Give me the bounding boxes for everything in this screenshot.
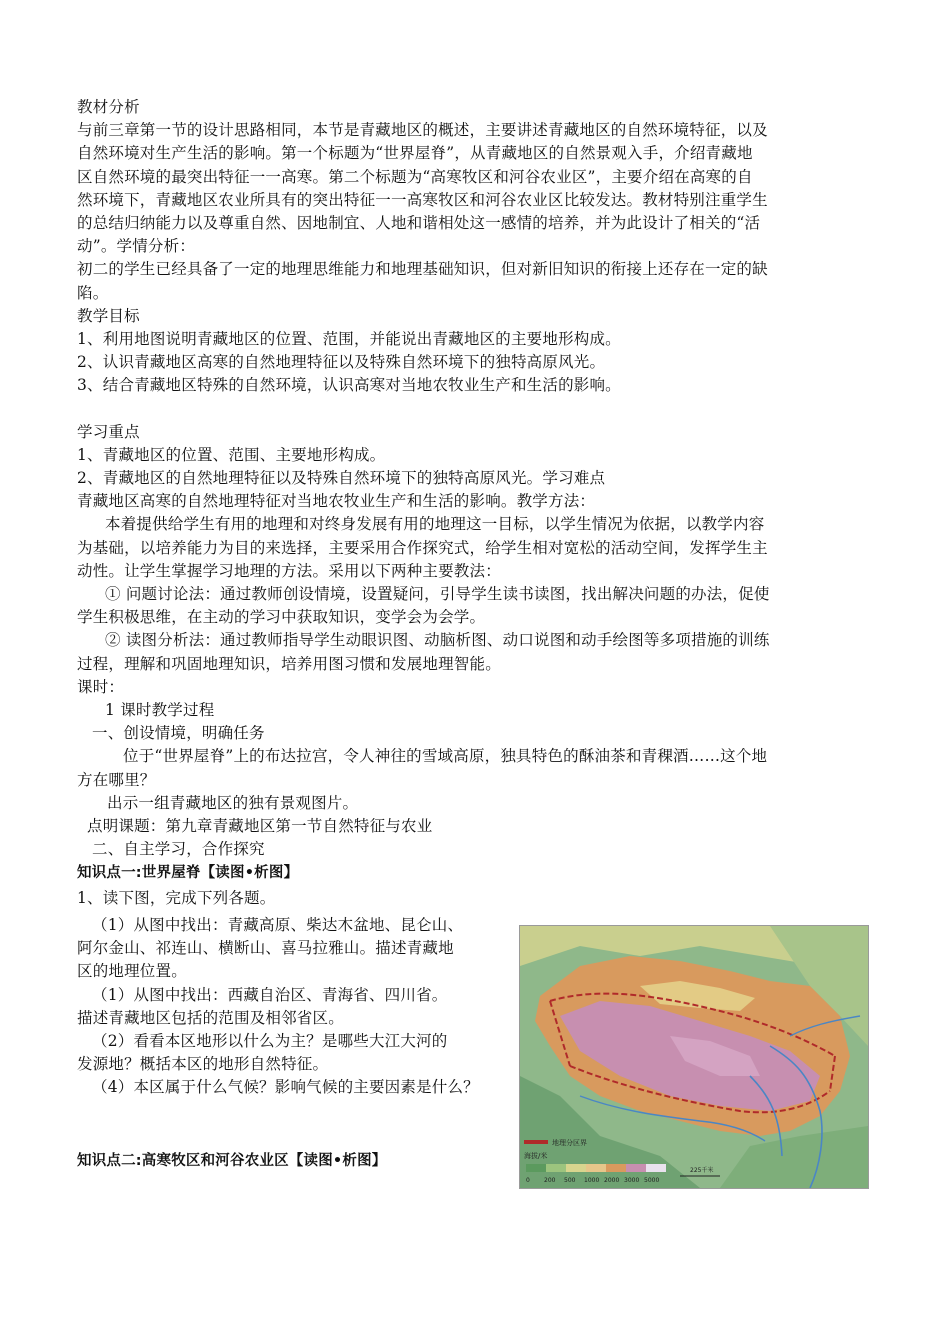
question-line: （4）本区属于什么气候？影响气候的主要因素是什么？ — [92, 1078, 479, 1097]
task-instruction: 1、读下图，完成下列各题。 — [77, 888, 276, 907]
paragraph-line: 过程，理解和巩固地理知识，培养用图习惯和发展地理智能。 — [77, 654, 501, 673]
svg-text:1000: 1000 — [584, 1177, 600, 1184]
heading-learning-focus: 学习重点 — [77, 422, 140, 441]
question-line: 区的地理位置。 — [77, 962, 187, 981]
paragraph-line: 与前三章第一节的设计思路相同，本节是青藏地区的概述，主要讲述青藏地区的自然环境特征，以及 — [77, 121, 768, 140]
goal-item: 1、利用地图说明青藏地区的位置、范围，并能说出青藏地区的主要地形构成。 — [77, 330, 621, 349]
question-list — [77, 914, 517, 1100]
paragraph-line: 动”。学情分析： — [77, 237, 196, 256]
goal-item: 3、结合青藏地区特殊的自然环境，认识高寒对当地农牧业生产和生活的影响。 — [77, 376, 621, 395]
paragraph-line: 出示一组青藏地区的独有景观图片。 — [107, 793, 359, 812]
paragraph-line: 为基础，以培养能力为目的来选择，主要采用合作探究式，给学生相对宽松的活动空间，发挥学生主 — [77, 538, 768, 557]
lesson-topic: 点明课题：第九章青藏地区第一节自然特征与农业 — [87, 817, 433, 836]
qinghai-tibet-map — [519, 925, 869, 1189]
knowledge-point-two: 知识点二:高寒牧区和河谷农业区【读图•析图】 — [77, 1152, 387, 1169]
question-line: （1）从图中找出：青藏高原、柴达木盆地、昆仑山、 — [92, 915, 464, 934]
paragraph-line: 陷。 — [77, 283, 109, 302]
svg-text:500: 500 — [564, 1177, 576, 1184]
paragraph-line: 的总结归纳能力以及尊重自然、因地制宜、人地和谐相处这一感情的培养，并为此设计了相关的“活 — [77, 214, 761, 233]
question-line: 描述青藏地区包括的范围及相邻省区。 — [77, 1008, 344, 1027]
boundary-legend-label: 地理分区界 — [552, 1139, 587, 1147]
svg-text:3000: 3000 — [624, 1177, 640, 1184]
question-line: 阿尔金山、祁连山、横断山、喜马拉雅山。描述青藏地 — [77, 939, 454, 958]
elevation-legend-title: 海拔/米 — [524, 1152, 548, 1160]
paragraph-line: 本着提供给学生有用的地理和对终身发展有用的地理这一目标，以学生情况为依据，以教学内容 — [105, 515, 765, 534]
heading-teaching-goals: 教学目标 — [77, 306, 140, 325]
process-title: 1 课时教学过程 — [105, 701, 215, 720]
knowledge-point-one: 知识点一:世界屋脊【读图•析图】 — [77, 864, 299, 881]
step-one-heading: 一、创设情境，明确任务 — [92, 724, 265, 743]
question-line: （1）从图中找出：西藏自治区、青海省、四川省。 — [92, 985, 448, 1004]
focus-item: 1、青藏地区的位置、范围、主要地形构成。 — [77, 445, 386, 464]
question-line: 发源地？概括本区的地形自然特征。 — [77, 1055, 329, 1074]
paragraph-line: 初二的学生已经具备了一定的地理思维能力和地理基础知识，但对新旧知识的衔接上还存在一定的缺 — [77, 260, 768, 279]
paragraph-line: 学生积极思维，在主动的学习中获取知识，变学会为会学。 — [77, 608, 486, 627]
paragraph-line: 然环境下，青藏地区农业所具有的突出特征一一高寒牧区和河谷农业区比较发达。教材特别注重学生 — [77, 190, 768, 209]
heading-material-analysis: 教材分析 — [77, 98, 140, 116]
step-two-heading: 二、自主学习，合作探究 — [92, 840, 265, 859]
paragraph-line: 位于“世界屋脊”上的布达拉宫，令人神往的雪域高原，独具特色的酥油茶和青稞酒……这个地 — [123, 747, 768, 766]
focus-item: 2、青藏地区的自然地理特征以及特殊自然环境下的独特高原风光。学习难点 — [77, 469, 606, 488]
goal-item: 2、认识青藏地区高寒的自然地理特征以及特殊自然环境下的独特高原风光。 — [77, 353, 606, 372]
class-hours-label: 课时： — [77, 677, 125, 696]
question-line: （2）看看本区地形以什么为主？是哪些大江大河的 — [92, 1031, 448, 1050]
paragraph-line: 区自然环境的最突出特征一一高寒。第二个标题为“高寒牧区和河谷农业区”，主要介绍在高寒的自 — [77, 167, 753, 186]
elevation-legend — [526, 1164, 666, 1172]
scale-label: 225千米 — [690, 1167, 714, 1174]
blank-line — [77, 398, 877, 421]
map-graphic — [520, 926, 868, 1188]
svg-text:200: 200 — [544, 1177, 556, 1184]
paragraph-line: 动性。让学生掌握学习地理的方法。采用以下两种主要教法： — [77, 561, 501, 580]
paragraph-line: 自然环境对生产生活的影响。第一个标题为“世界屋脊”，从青藏地区的自然景观入手，介绍青藏地 — [77, 144, 753, 163]
svg-text:5000: 5000 — [644, 1177, 660, 1184]
method-map-reading: ② 读图分析法：通过教师指导学生动眼识图、动脑析图、动口说图和动手绘图等多项措施的训练 — [105, 631, 770, 650]
boundary-legend-swatch — [524, 1140, 548, 1144]
svg-text:2000: 2000 — [604, 1177, 620, 1184]
focus-item: 青藏地区高寒的自然地理特征对当地农牧业生产和生活的影响。教学方法： — [77, 492, 596, 511]
svg-text:0: 0 — [526, 1177, 530, 1184]
paragraph-line: 方在哪里？ — [77, 770, 156, 789]
method-discussion: ① 问题讨论法：通过教师创设情境，设置疑问，引导学生读书读图，找出解决问题的办法，促使 — [105, 585, 770, 604]
